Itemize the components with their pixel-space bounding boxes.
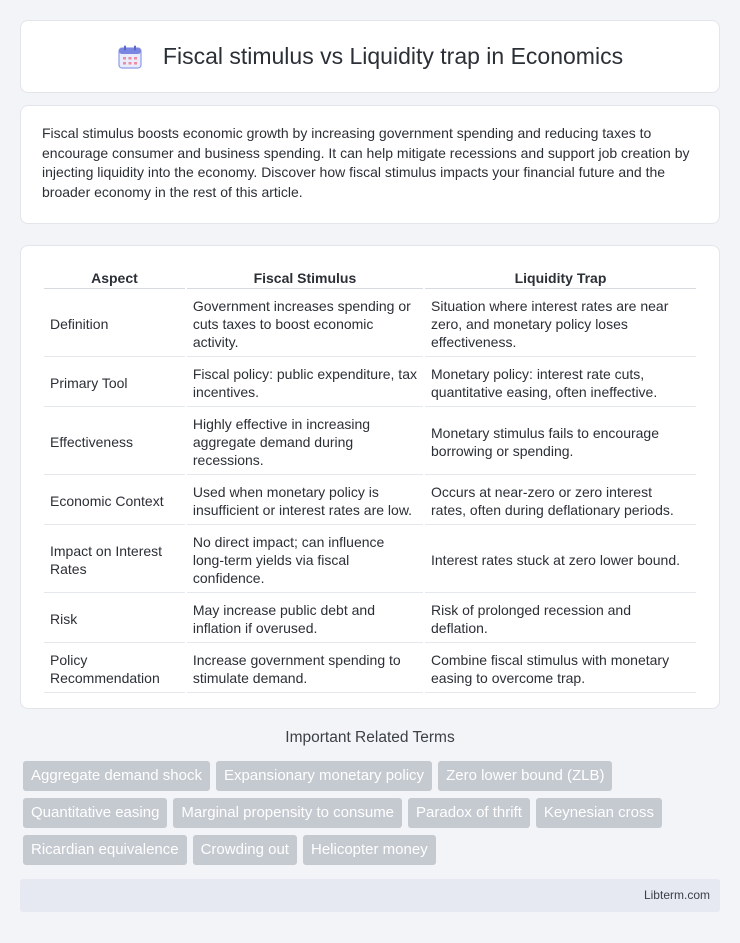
cell-fiscal: Used when monetary policy is insufficient or interest rates are low.	[187, 477, 423, 525]
header-fiscal-stimulus: Fiscal Stimulus	[187, 268, 423, 289]
cell-fiscal: Government increases spending or cuts taxes to boost economic activity.	[187, 291, 423, 357]
related-term-tag[interactable]: Keynesian cross	[536, 798, 662, 828]
table-row	[44, 409, 696, 475]
table-row	[44, 477, 696, 525]
related-term-tag[interactable]: Zero lower bound (ZLB)	[438, 761, 612, 791]
cell-liquidity: Risk of prolonged recession and deflation.	[425, 595, 696, 643]
cell-aspect: Economic Context	[44, 477, 185, 525]
header-liquidity-trap: Liquidity Trap	[425, 268, 696, 289]
header-aspect: Aspect	[44, 268, 185, 289]
comparison-table-card	[20, 245, 720, 709]
related-term-tag[interactable]: Quantitative easing	[23, 798, 167, 828]
table-row	[44, 359, 696, 407]
related-term-tag[interactable]: Marginal propensity to consume	[173, 798, 402, 828]
related-term-tag[interactable]: Expansionary monetary policy	[216, 761, 432, 791]
cell-aspect: Effectiveness	[44, 409, 185, 475]
calendar-icon	[117, 44, 143, 70]
cell-aspect: Primary Tool	[44, 359, 185, 407]
cell-aspect: Definition	[44, 291, 185, 357]
cell-fiscal: Increase government spending to stimulate demand.	[187, 645, 423, 693]
cell-aspect: Policy Recommendation	[44, 645, 185, 693]
table-row	[44, 527, 696, 593]
cell-liquidity: Combine fiscal stimulus with monetary easing to overcome trap.	[425, 645, 696, 693]
cell-fiscal: Fiscal policy: public expenditure, tax incentives.	[187, 359, 423, 407]
table-row	[44, 595, 696, 643]
cell-liquidity: Occurs at near-zero or zero interest rates, often during deflationary periods.	[425, 477, 696, 525]
related-term-tag[interactable]: Aggregate demand shock	[23, 761, 210, 791]
footer-brand-link[interactable]: Libterm.com	[643, 888, 710, 902]
table-row	[44, 645, 696, 693]
header-card	[20, 20, 720, 93]
comparison-table	[42, 266, 698, 695]
cell-aspect: Risk	[44, 595, 185, 643]
cell-liquidity: Monetary policy: interest rate cuts, quantitative easing, often ineffective.	[425, 359, 696, 407]
cell-fiscal: Highly effective in increasing aggregate demand during recessions.	[187, 409, 423, 475]
related-term-tag[interactable]: Crowding out	[193, 835, 297, 865]
related-term-tag[interactable]: Paradox of thrift	[408, 798, 530, 828]
table-header-row	[44, 268, 696, 289]
cell-aspect: Impact on Interest Rates	[44, 527, 185, 593]
page-title: Fiscal stimulus vs Liquidity trap in Economics	[162, 43, 624, 69]
related-term-tag[interactable]: Helicopter money	[303, 835, 436, 865]
cell-fiscal: May increase public debt and inflation if overused.	[187, 595, 423, 643]
cell-fiscal: No direct impact; can influence long-term yields via fiscal confidence.	[187, 527, 423, 593]
intro-card	[20, 105, 720, 224]
footer	[20, 879, 720, 912]
table-row	[44, 291, 696, 357]
related-terms-title: Important Related Terms	[285, 729, 455, 746]
related-terms-list	[23, 761, 723, 872]
cell-liquidity: Situation where interest rates are near zero, and monetary policy loses effectiveness.	[425, 291, 696, 357]
intro-text: Fiscal stimulus boosts economic growth by increasing government spending and reducing taxes to encourage consumer and business spending. It can help mitigate recessions and support job creation by injecting liquidity into the economy. Discover how fiscal stimulus impacts your financial future and the broader economy in the rest of this article.	[42, 125, 690, 200]
cell-liquidity: Interest rates stuck at zero lower bound.	[425, 527, 696, 593]
cell-liquidity: Monetary stimulus fails to encourage borrowing or spending.	[425, 409, 696, 475]
related-term-tag[interactable]: Ricardian equivalence	[23, 835, 187, 865]
